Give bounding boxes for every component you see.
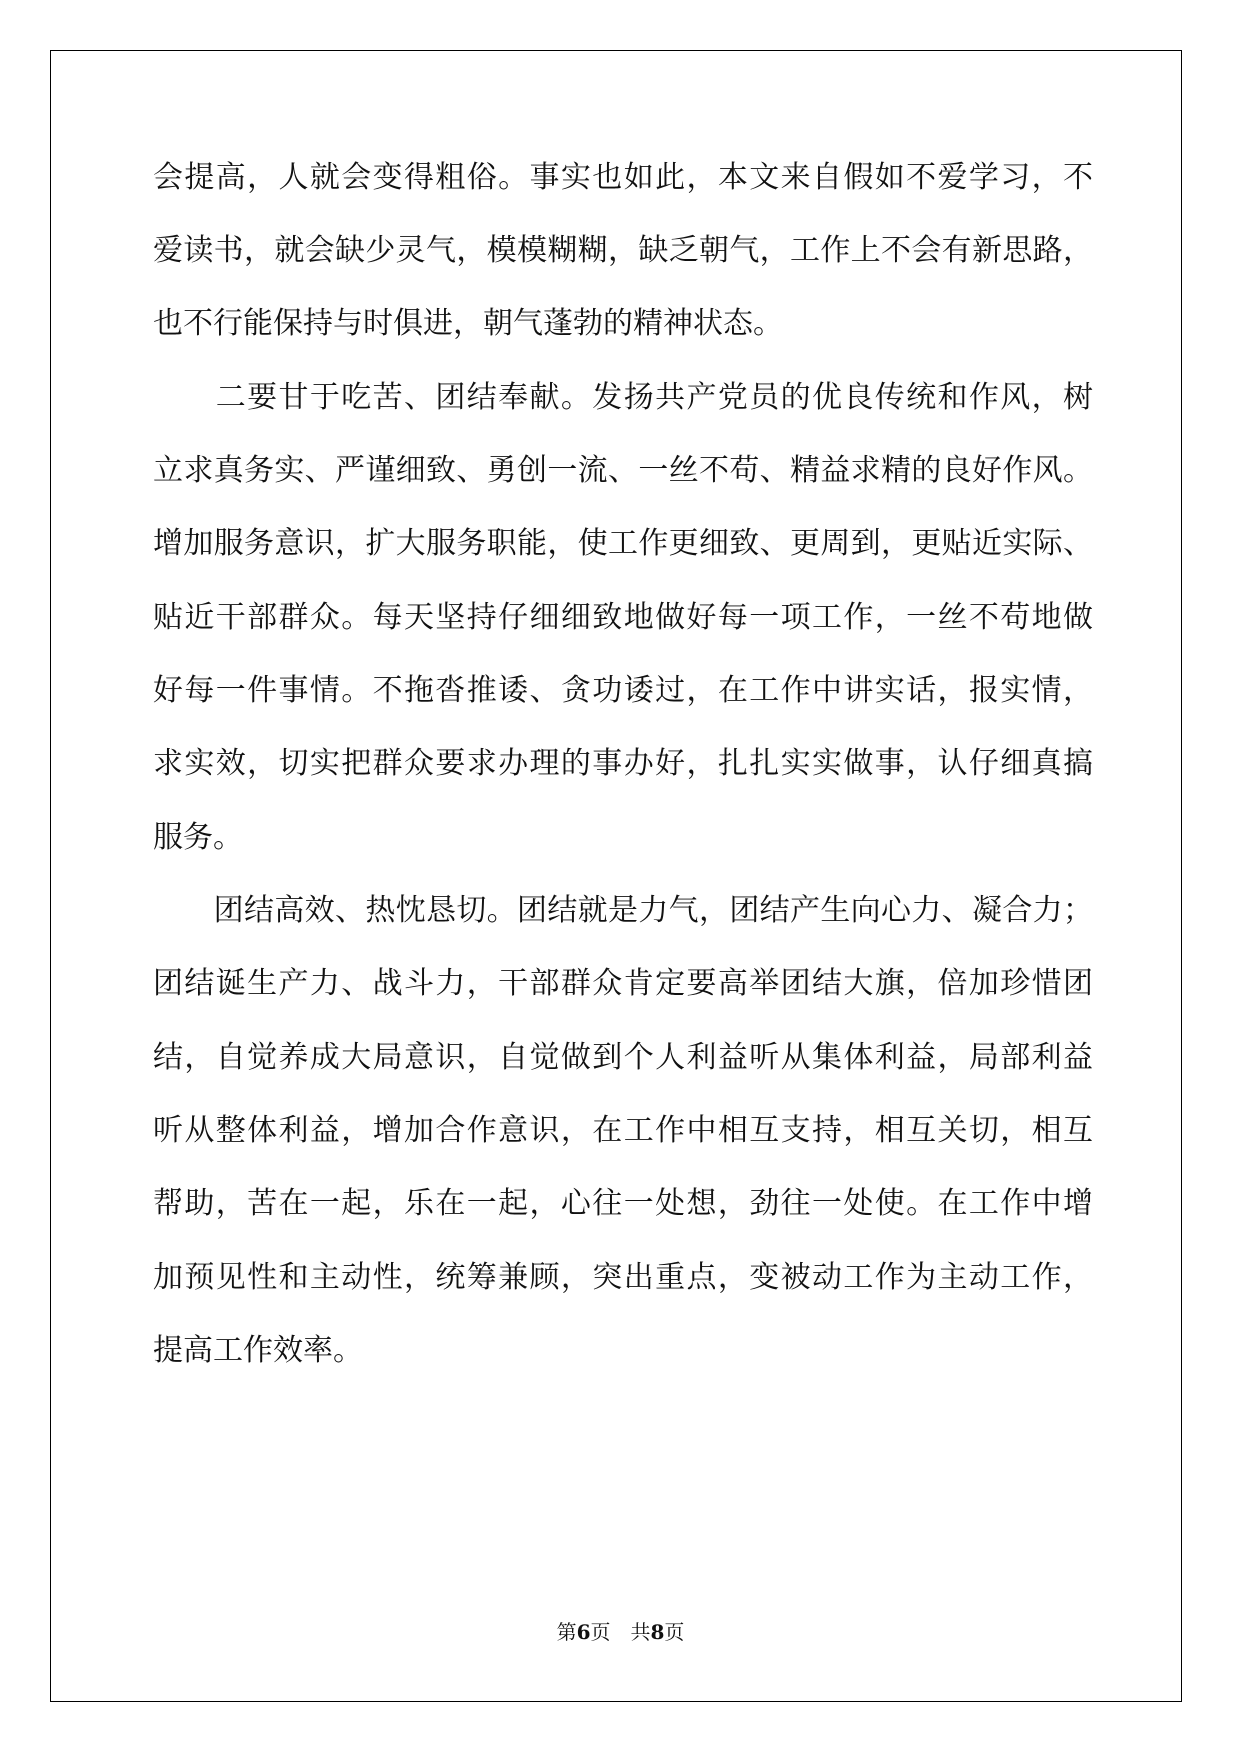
text-line: 好每一件事情。不拖沓推诿、贪功诿过，在工作中讲实话，报实情， — [153, 673, 1093, 708]
text-line: 增加服务意识，扩大服务职能，使工作更细致、更周到，更贴近实际、 — [153, 526, 1093, 561]
text-line: 结，自觉养成大局意识，自觉做到个人利益听从集体利益，局部利益 — [153, 1040, 1093, 1075]
text-line: 提高工作效率。 — [153, 1333, 363, 1368]
text-line: 求实效，切实把群众要求办理的事办好，扎扎实实做事，认仔细真搞 — [153, 746, 1093, 781]
text-line: 立求真务实、严谨细致、勇创一流、一丝不苟、精益求精的良好作风。 — [153, 453, 1093, 488]
text-line: 听从整体利益，增加合作意识，在工作中相互支持，相互关切，相互 — [153, 1113, 1093, 1148]
text-line: 爱读书，就会缺少灵气，模模糊糊，缺乏朝气，工作上不会有新思路， — [153, 233, 1093, 268]
text-line: 团结诞生产力、战斗力，干部群众肯定要高举团结大旗，倍加珍惜团 — [153, 966, 1093, 1001]
footer-prefix: 第 — [556, 1620, 577, 1644]
text-line: 二要甘于吃苦、团结奉献。发扬共产党员的优良传统和作风，树 — [153, 380, 1093, 415]
text-line: 加预见性和主动性，统筹兼顾，突出重点，变被动工作为主动工作， — [153, 1260, 1093, 1295]
page-border — [50, 50, 1182, 1702]
text-line: 也不行能保持与时俱进，朝气蓬勃的精神状态。 — [153, 306, 783, 341]
total-page-number: 8 — [650, 1620, 665, 1644]
footer-suffix: 页 — [664, 1620, 685, 1644]
text-line: 帮助，苦在一起，乐在一起，心往一处想，劲往一处使。在工作中增 — [153, 1186, 1093, 1221]
text-line: 会提高，人就会变得粗俗。事实也如此，本文来自假如不爱学习，不 — [153, 160, 1093, 195]
text-line: 团结高效、热忱恳切。团结就是力气，团结产生向心力、凝合力； — [153, 893, 1093, 928]
current-page-number: 6 — [576, 1620, 591, 1644]
text-line: 服务。 — [153, 820, 243, 855]
footer-middle: 页 共 — [590, 1620, 651, 1644]
text-line: 贴近干部群众。每天坚持仔细细致地做好每一项工作，一丝不苟地做 — [153, 600, 1093, 635]
page-number-footer — [0, 1618, 1241, 1646]
